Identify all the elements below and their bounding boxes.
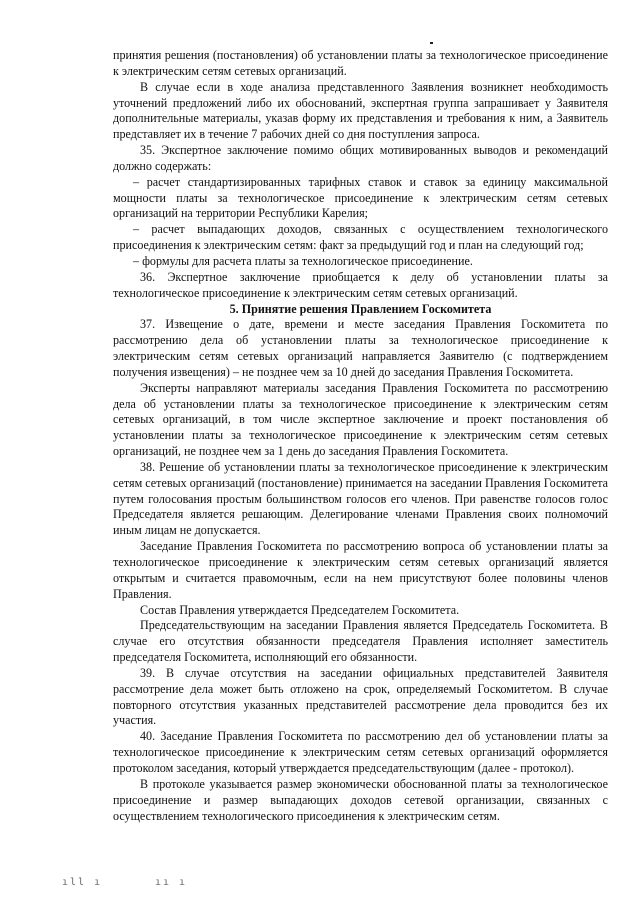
paragraph-item-40: 40. Заседание Правления Госкомитета по рассмотрению дел об установлении платы за технологическое присоединение к электрическим сетям сетевых организаций оформляется протоколом заседания, который утверждается председательствующим (далее - протокол). <box>113 729 608 775</box>
paragraph: Заседание Правления Госкомитета по рассмотрению вопроса об установлении платы за технологическое присоединение к электрическим сетям сетевых организаций является открытым и считается правомочным, если на нем присутствуют более половины членов Правления. <box>113 539 608 601</box>
paragraph: принятия решения (постановления) об установлении платы за технологическое присоединение к электрическим сетям сетевых организаций. <box>113 48 608 78</box>
paragraph: В случае если в ходе анализа представленного Заявления возникнет необходимость уточнений предложений либо их обоснований, экспертная группа запрашивает у Заявителя дополнительные материалы, указав форму их представления и требования к ним, а Заявитель представляет их в течение 7 рабочих дней со дня поступления запроса. <box>113 79 608 142</box>
paragraph: Состав Правления утверждается Председателем Госкомитета. <box>140 602 460 617</box>
list-item: – расчет стандартизированных тарифных ставок и ставок за единицу максимальной мощности платы за технологическое присоединение к электрическим сетям сетевых организаций на территории Республики Карелия; <box>113 174 608 221</box>
list-item: – расчет выпадающих доходов, связанных с осуществлением технологического присоединения к электрическим сетям: факт за предыдущий год и план на следующий год; <box>113 222 608 253</box>
paragraph-item-35: 35. Экспертное заключение помимо общих мотивированных выводов и рекомендаций должно содержать: <box>113 143 608 173</box>
list-item: – формулы для расчета платы за технологическое присоединение. <box>133 253 473 268</box>
paragraph-item-38: 38. Решение об установлении платы за технологическое присоединение к электрическим сетям сетевых организаций (постановление) принимается на заседании Правления Госкомитета путем голосования простым большинством голосов его членов. При равенстве голосов голос Председателя является решающим. Делегирование членами Правления своих полномочий иным лицам не допускается. <box>113 459 608 538</box>
paragraph: Эксперты направляют материалы заседания Правления Госкомитета по рассмотрению дела об установлении платы за технологическое присоединение к электрическим сетям сетевых организаций, в том числе экспертное заключение и проект постановления об установлении платы за технологическое присоединение к электрическим сетям сетевых организаций, не позднее чем за 1 день до заседания Правления Госкомитета. <box>113 380 608 459</box>
paragraph-item-39: 39. В случае отсутствия на заседании официальных представителей Заявителя рассмотрение дела может быть отложено на срок, определяемый Госкомитетом. В случае повторного отсутствия указанных представителей рассмотрение дела проводится без их участия. <box>113 665 608 728</box>
section-heading: 5. Принятие решения Правлением Госкомитета <box>229 301 492 316</box>
paragraph: В протоколе указывается размер экономически обоснованной платы за технологическое присоединение и размер выпадающих доходов сетевой организации, связанных с осуществлением технологического присоединения к электрическим сетям. <box>113 776 608 823</box>
paragraph-item-37: 37. Извещение о дате, времени и месте заседания Правления Госкомитета по рассмотрению дела об установлении платы за технологическое присоединение к электрическим сетям сетевых организаций направляется Заявителю (с подтверждением получения извещения) – не позднее чем за 10 дней до заседания Правления Госкомитета. <box>113 317 608 379</box>
scan-speck <box>430 42 433 44</box>
footer-barcode-mark: ıll ı <box>62 877 103 888</box>
document-body <box>113 48 608 824</box>
footer-barcode-mark: ıı ı <box>155 877 188 888</box>
paragraph: Председательствующим на заседании Правления является Председатель Госкомитета. В случае его отсутствия обязанности председателя Правления исполняет заместитель председателя Госкомитета, исполняющий его обязанности. <box>113 618 608 665</box>
paragraph-item-36: 36. Экспертное заключение приобщается к делу об установлении платы за технологическое присоединение к электрическим сетям сетевых организаций. <box>113 269 608 300</box>
